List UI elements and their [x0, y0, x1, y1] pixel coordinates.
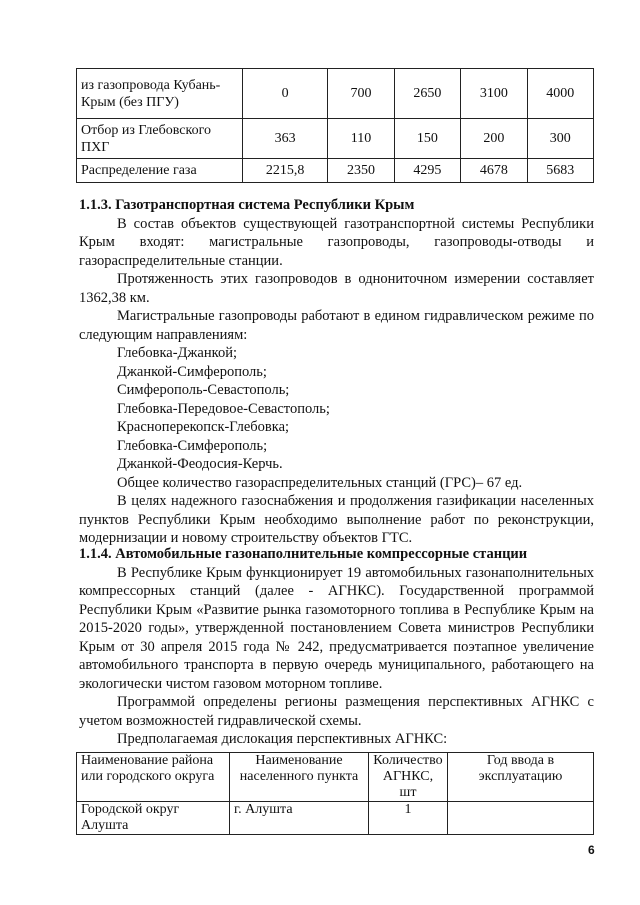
route-item: Глебовка-Передовое-Севастополь; — [117, 400, 330, 417]
row-label: Распределение газа — [77, 159, 243, 183]
table-cell: 1 — [369, 802, 448, 835]
column-header: Наименование населенного пункта — [230, 753, 369, 802]
table-cell — [448, 802, 594, 835]
column-header: Количество АГНКС, шт — [369, 753, 448, 802]
table-row — [77, 69, 594, 119]
route-item: Джанкой-Симферополь; — [117, 363, 267, 380]
page-number: 6 — [588, 843, 595, 857]
section-heading: 1.1.3. Газотранспортная система Республики Крым — [79, 197, 415, 213]
section-cng-stations — [79, 545, 594, 749]
section-heading: 1.1.4. Автомобильные газонаполнительные компрессорные станции — [79, 546, 528, 562]
table-cell: 300 — [527, 119, 593, 159]
table-row — [77, 159, 594, 183]
table-cell: 700 — [328, 69, 394, 119]
table-cell: 4295 — [394, 159, 460, 183]
table-row — [77, 119, 594, 159]
paragraph: В состав объектов существующей газотранспортной системы Республики Крым входят: магистральные газопроводы, газопроводы-отводы и газораспределительные станции. — [79, 215, 594, 269]
table-cell: 2650 — [394, 69, 460, 119]
table-cell: 4678 — [461, 159, 527, 183]
table-cell: 363 — [243, 119, 328, 159]
paragraph: В целях надежного газоснабжения и продолжения газификации населенных пунктов Республики Крым необходимо выполнение работ по реконструкции, модернизации и новому строительству объектов ГТС. — [79, 493, 594, 546]
table-cell: 2350 — [328, 159, 394, 183]
stations-dislocation-table — [76, 752, 594, 835]
table-cell: 150 — [394, 119, 460, 159]
route-item: Джанкой-Феодосия-Керчь. — [117, 456, 283, 472]
paragraph: В Республике Крым функционирует 19 автомобильных газонаполнительных компрессорных станций (далее - АГНКС). Государственной программой Республики Крым «Развитие рынка газомоторного топлива в Республике Крым на 2015-2020 годы», утвержденной постановлением Совета министров Республики Крым от 30 апреля 2015 года № 242, предусматривается поэтапное увеличение автомобильного транспорта в первую очередь муниципального, работающего на экологически чистом газовом моторном топливе. — [79, 564, 594, 692]
table-cell: 2215,8 — [243, 159, 328, 183]
paragraph: Программой определены регионы размещения перспективных АГНКС с учетом возможностей гидравлической схемы. — [79, 694, 594, 729]
table-cell: 200 — [461, 119, 527, 159]
table-cell: 110 — [328, 119, 394, 159]
route-item: Глебовка-Джанкой; — [117, 345, 237, 361]
paragraph: Протяженность этих газопроводов в однониточном измерении составляет 1362,38 км. — [79, 271, 594, 306]
route-item: Красноперекопск-Глебовка; — [117, 419, 290, 435]
column-header: Год ввода в эксплуатацию — [448, 753, 594, 802]
section-gas-transport-system — [79, 196, 594, 548]
table-cell: 4000 — [527, 69, 593, 119]
table-cell: 0 — [243, 69, 328, 119]
row-label: Отбор из Глебовского ПХГ — [77, 119, 243, 159]
table-cell: г. Алушта — [230, 802, 369, 835]
paragraph: Магистральные газопроводы работают в едином гидравлическом режиме по следующим направлениям: — [79, 308, 594, 343]
column-header: Наименование района или городского округа — [77, 753, 230, 802]
route-item: Глебовка-Симферополь; — [117, 437, 268, 454]
paragraph: Общее количество газораспределительных станций (ГРС)– 67 ед. — [117, 474, 523, 491]
table-row — [77, 802, 594, 835]
table-caption: Предполагаемая дислокация перспективных АГНКС: — [117, 731, 448, 747]
gas-balance-table — [76, 68, 594, 183]
table-cell: 3100 — [461, 69, 527, 119]
table-header-row — [77, 753, 594, 802]
table-cell: 5683 — [527, 159, 593, 183]
table-cell: Городской округ Алушта — [77, 802, 230, 835]
route-item: Симферополь-Севастополь; — [117, 382, 290, 398]
row-label: из газопровода Кубань-Крым (без ПГУ) — [77, 69, 243, 119]
